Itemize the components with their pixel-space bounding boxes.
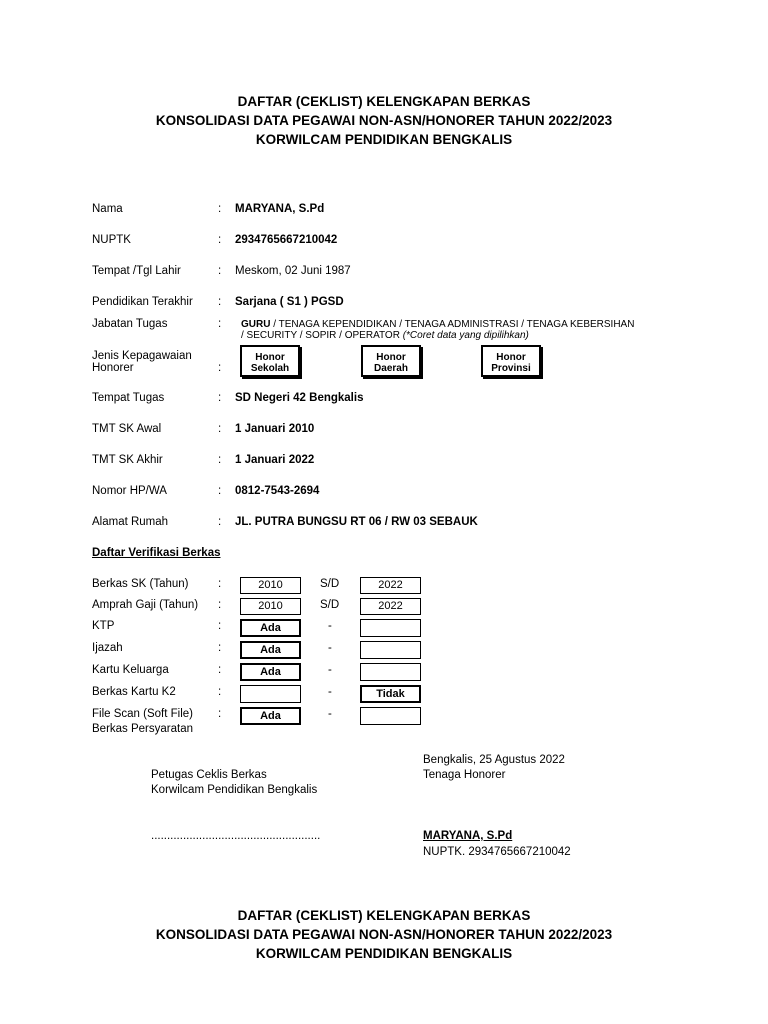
colon: : <box>218 708 222 720</box>
tmt-akhir-value: 1 Januari 2022 <box>235 454 315 466</box>
verifikasi-left-box: Ada <box>240 663 301 681</box>
colon: : <box>218 516 222 528</box>
colon: : <box>218 362 222 374</box>
colon: : <box>218 454 222 466</box>
nuptk-label: NUPTK <box>92 234 131 246</box>
colon: : <box>218 318 222 330</box>
verifikasi-left-box: Ada <box>240 641 301 659</box>
verifikasi-mid: S/D <box>320 599 340 611</box>
hp-label: Nomor HP/WA <box>92 485 167 497</box>
colon: : <box>218 686 222 698</box>
verifikasi-row-label: Berkas Kartu K2 <box>92 686 176 698</box>
verifikasi-left-box: Ada <box>240 619 301 637</box>
nama-label: Nama <box>92 203 123 215</box>
jabatan-line-2 <box>241 330 529 341</box>
colon: : <box>218 265 222 277</box>
header-title-2: KONSOLIDASI DATA PEGAWAI NON-ASN/HONORER TAHUN 2022/2023 <box>155 113 613 128</box>
ttl-value: Meskom, 02 Juni 1987 <box>235 265 351 277</box>
jenis-label-1: Jenis Kepagawaian <box>92 350 192 362</box>
honorer-title: Tenaga Honorer <box>423 769 506 781</box>
verifikasi-row-label-2: Berkas Persyaratan <box>92 723 193 735</box>
colon: : <box>218 599 222 611</box>
pendidikan-label: Pendidikan Terakhir <box>92 296 193 308</box>
verifikasi-right-box: Tidak <box>360 685 421 703</box>
option-line-1: Honor <box>376 352 406 363</box>
jabatan-label: Jabatan Tugas <box>92 318 168 330</box>
header-title-1: DAFTAR (CEKLIST) KELENGKAPAN BERKAS <box>237 94 531 109</box>
petugas-title: Petugas Ceklis Berkas <box>151 769 267 781</box>
colon: : <box>218 423 222 435</box>
verifikasi-left-box: 2010 <box>240 577 301 594</box>
jabatan-note: (*Coret data yang dipilihkan) <box>402 330 529 341</box>
colon: : <box>218 578 222 590</box>
alamat-label: Alamat Rumah <box>92 516 169 528</box>
verifikasi-left-box: 2010 <box>240 598 301 615</box>
verifikasi-row-label: Amprah Gaji (Tahun) <box>92 599 199 611</box>
tempat-tugas-label: Tempat Tugas <box>92 392 165 404</box>
verifikasi-mid: - <box>328 686 332 698</box>
alamat-value: JL. PUTRA BUNGSU RT 06 / RW 03 SEBAUK <box>235 516 478 528</box>
jabatan-line-1 <box>241 319 634 330</box>
verifikasi-title: Daftar Verifikasi Berkas <box>92 547 221 559</box>
header-title-3: KORWILCAM PENDIDIKAN BENGKALIS <box>255 132 513 147</box>
colon: : <box>218 642 222 654</box>
option-honor-daerah <box>361 345 421 377</box>
pendidikan-value: Sarjana ( S1 ) PGSD <box>235 296 344 308</box>
header-title-1-repeat: DAFTAR (CEKLIST) KELENGKAPAN BERKAS <box>237 908 531 923</box>
tempat-tugas-value: SD Negeri 42 Bengkalis <box>235 392 364 404</box>
jabatan-line-1-rest: / TENAGA KEPENDIDIKAN / TENAGA ADMINISTRASI / TENAGA KEBERSIHAN <box>270 319 635 330</box>
header-title-3-repeat: KORWILCAM PENDIDIKAN BENGKALIS <box>255 946 513 961</box>
jabatan-guru: GURU <box>241 319 271 330</box>
verifikasi-left-box: Ada <box>240 707 301 725</box>
ttl-label: Tempat /Tgl Lahir <box>92 265 181 277</box>
signature-line: ..................................................... <box>151 830 321 842</box>
option-line-1: Honor <box>496 352 526 363</box>
option-honor-sekolah <box>240 345 300 377</box>
colon: : <box>218 392 222 404</box>
colon: : <box>218 203 222 215</box>
verifikasi-left-box <box>240 685 301 703</box>
verifikasi-right-box: 2022 <box>360 577 421 594</box>
jabatan-line-2-text: / SECURITY / SOPIR / OPERATOR <box>241 330 403 341</box>
verifikasi-right-box: 2022 <box>360 598 421 615</box>
tmt-akhir-label: TMT SK Akhir <box>92 454 163 466</box>
verifikasi-mid: S/D <box>320 578 340 590</box>
colon: : <box>218 485 222 497</box>
verifikasi-row-label: File Scan (Soft File) <box>92 708 193 720</box>
verifikasi-right-box <box>360 663 421 681</box>
header-title-2-repeat: KONSOLIDASI DATA PEGAWAI NON-ASN/HONORER TAHUN 2022/2023 <box>155 927 613 942</box>
place-date: Bengkalis, 25 Agustus 2022 <box>423 754 565 766</box>
verifikasi-row-label: Ijazah <box>92 642 123 654</box>
verifikasi-row-label: Berkas SK (Tahun) <box>92 578 189 590</box>
option-honor-provinsi <box>481 345 541 377</box>
nuptk-value: 2934765667210042 <box>235 234 338 246</box>
hp-value: 0812-7543-2694 <box>235 485 320 497</box>
option-line-1: Honor <box>255 352 285 363</box>
option-line-2: Sekolah <box>250 363 290 374</box>
verifikasi-right-box <box>360 619 421 637</box>
verifikasi-mid: - <box>328 620 332 632</box>
tmt-awal-label: TMT SK Awal <box>92 423 162 435</box>
verifikasi-mid: - <box>328 664 332 676</box>
korwilcam-title: Korwilcam Pendidikan Bengkalis <box>151 784 318 796</box>
verifikasi-right-box <box>360 641 421 659</box>
nama-value: MARYANA, S.Pd <box>235 203 325 215</box>
option-line-2: Daerah <box>374 363 408 374</box>
colon: : <box>218 664 222 676</box>
verifikasi-row-label: KTP <box>92 620 115 632</box>
option-line-2: Provinsi <box>491 363 531 374</box>
signer-name: MARYANA, S.Pd <box>423 830 513 842</box>
verifikasi-mid: - <box>328 642 332 654</box>
colon: : <box>218 620 222 632</box>
colon: : <box>218 296 222 308</box>
colon: : <box>218 234 222 246</box>
verifikasi-mid: - <box>328 708 332 720</box>
tmt-awal-value: 1 Januari 2010 <box>235 423 315 435</box>
verifikasi-right-box <box>360 707 421 725</box>
signer-nuptk: NUPTK. 2934765667210042 <box>423 846 571 858</box>
verifikasi-row-label: Kartu Keluarga <box>92 664 169 676</box>
jenis-label-2: Honorer <box>92 362 134 374</box>
